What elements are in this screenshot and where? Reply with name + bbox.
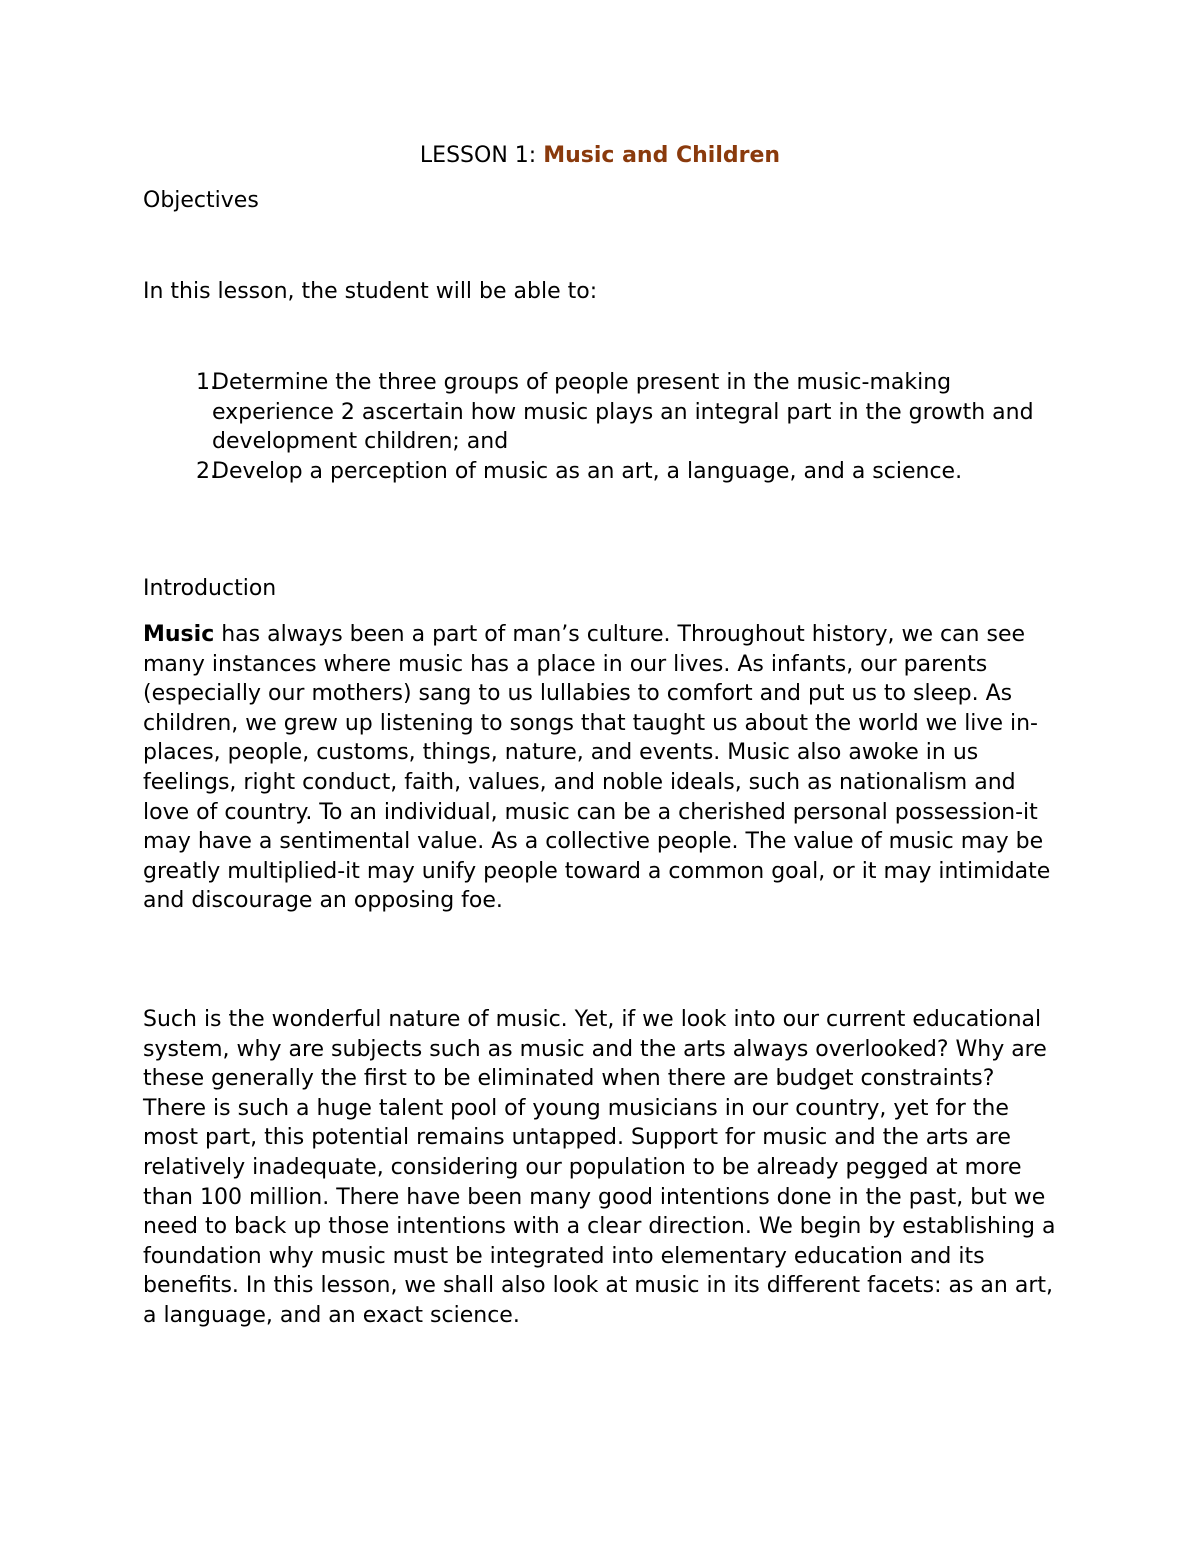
objectives-heading: Objectives [143,188,259,213]
lesson-title-prefix: LESSON 1: [419,143,544,168]
objectives-list [143,368,1063,486]
objective-text: Determine the three groups of people present in the music-making experience 2 ascertain how music plays an integral part in the growth and development children; and [212,370,1034,454]
paragraph-bold-lead: Music [143,622,215,647]
lesson-title-main: Music and Children [543,143,781,168]
paragraph-text: has always been a part of man’s culture. Throughout history, we can see many instances where music has a place in our lives. As infants, our parents (especially our mothers) sang to us lullabies to comfort and put us to sleep. As children, we grew up listening to songs that taught us about the world we live in-places, people, customs, things, nature, and events. Music also awoke in us feelings, right conduct, faith, values, and noble ideals, such as nationalism and love of country. To an individual, music can be a cherished personal possession-it may have a sentimental value. As a collective people. The value of music may be greatly multiplied-it may unify people toward a common goal, or it may intimidate and discourage an opposing foe. [143,622,1051,914]
introduction-paragraph [143,620,1063,916]
second-paragraph: Such is the wonderful nature of music. Yet, if we look into our current educational system, why are subjects such as music and the arts always overlooked? Why are these generally the first to be eliminated when there are budget constraints? There is such a huge talent pool of young musicians in our country, yet for the most part, this potential remains untapped. Support for music and the arts are relatively inadequate, considering our population to be already pegged at more than 100 million. There have been many good intentions done in the past, but we need to back up those intentions with a clear direction. We begin by establishing a foundation why music must be integrated into elementary education and its benefits. In this lesson, we shall also look at music in its different facets: as an art, a language, and an exact science. [143,1007,1056,1328]
objective-item [143,368,1063,457]
objective-text: Develop a perception of music as an art, a language, and a science. [212,458,963,484]
lesson-title [0,142,1200,170]
objective-item [143,457,1063,487]
objective-number: 2. [196,458,217,484]
objectives-lead: In this lesson, the student will be able to: [143,279,598,304]
objective-number: 1. [196,370,217,395]
introduction-heading: Introduction [143,576,277,601]
